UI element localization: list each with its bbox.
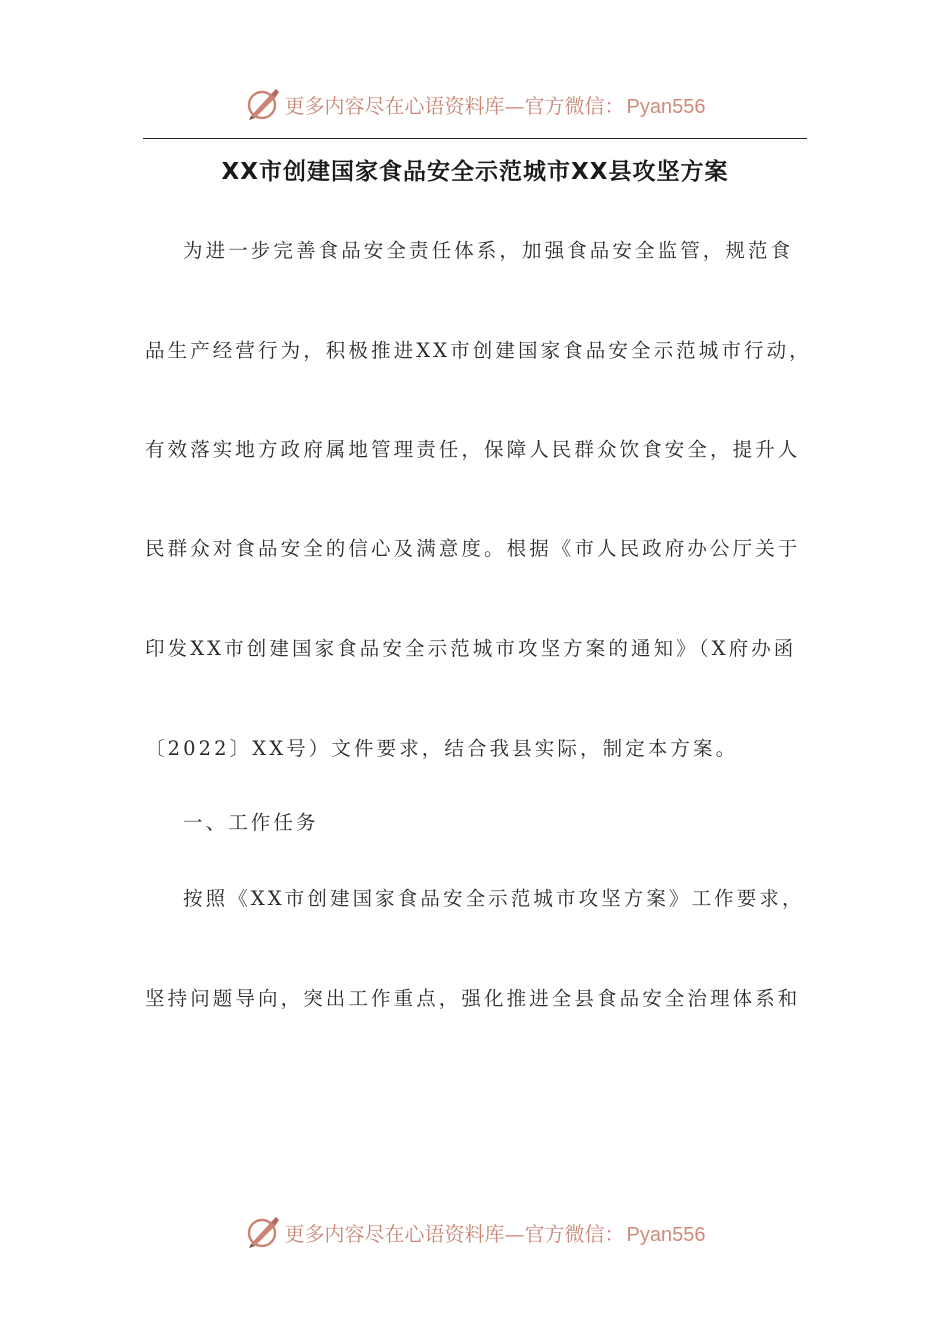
- pen-logo-icon: [245, 1214, 281, 1250]
- body-line-8: 坚持问题导向，突出工作重点，强化推进全县食品安全治理体系和: [145, 987, 801, 1010]
- header-divider: [143, 138, 807, 139]
- body-line-1: 为进一步完善食品安全责任体系，加强食品安全监管，规范食: [183, 239, 794, 262]
- body-line-3: 有效落实地方政府属地管理责任，保障人民群众饮食安全，提升人: [145, 438, 801, 461]
- banner-wechat-id: Pyan556: [626, 1223, 706, 1246]
- body-line-5: 印发XX市创建国家食品安全示范城市攻坚方案的通知》（X府办函: [145, 637, 797, 660]
- footer-banner: [0, 1210, 950, 1254]
- body-line-6: 〔2022〕XX号）文件要求，结合我县实际，制定本方案。: [145, 737, 739, 760]
- banner-wechat-id: Pyan556: [626, 95, 706, 118]
- section-heading: 一、工作任务: [183, 811, 319, 834]
- body-line-2: 品生产经营行为，积极推进XX市创建国家食品安全示范城市行动，: [145, 339, 812, 362]
- banner-text-cn: 更多内容尽在心语资料库—官方微信：: [284, 1221, 625, 1246]
- banner-text: [285, 1218, 706, 1247]
- body-line-4: 民群众对食品安全的信心及满意度。根据《市人民政府办公厅关于: [145, 537, 801, 560]
- document-title: XX市创建国家食品安全示范城市XX县攻坚方案: [221, 159, 729, 185]
- body-line-7: 按照《XX市创建国家食品安全示范城市攻坚方案》工作要求，: [183, 887, 805, 910]
- header-banner: [0, 82, 950, 126]
- banner-text: [285, 90, 706, 119]
- banner-text-cn: 更多内容尽在心语资料库—官方微信：: [284, 93, 625, 118]
- pen-logo-icon: [245, 86, 281, 122]
